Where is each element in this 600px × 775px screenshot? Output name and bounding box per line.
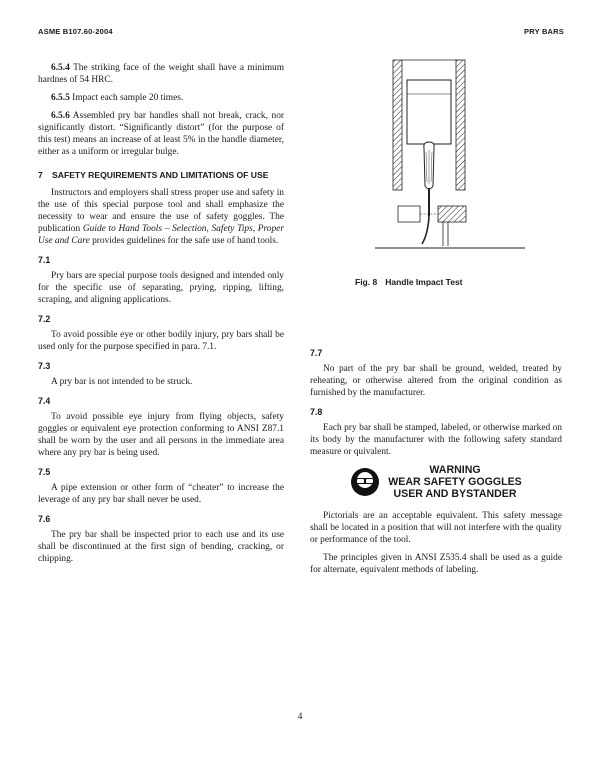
- section-7-8-text: Each pry bar shall be stamped, labeled, or otherwise marked on its body by the manufacturer with the following safety standard measure or quivalent.: [310, 423, 562, 457]
- section-7-4-heading: 7.4: [38, 396, 51, 406]
- para-6-5-4: 6.5.4 The striking face of the weight shall have a minimum hardnes of 54 HRC.: [38, 63, 284, 85]
- drop-weight: [407, 80, 451, 144]
- section-7-3-heading: 7.3: [38, 361, 51, 371]
- section-7-6-heading: 7.6: [38, 514, 51, 524]
- warning-label: [310, 464, 562, 500]
- principles-text: The principles given in ANSI Z535.4 shall be used as a guide for alternate, equivalent methods of labeling.: [310, 553, 562, 575]
- figure-caption: Fig. 8 Handle Impact Test: [355, 277, 463, 287]
- para-6-5-6: 6.5.6 Assembled pry bar handles shall not break, crack, nor significantly distort. “Significantly distort” (for the purpose of this test) means an increase of at least 5% in the handle diameter, either as a uniform or irregular bulge.: [38, 111, 285, 157]
- section-7-8-heading: 7.8: [310, 407, 323, 417]
- running-header-right: PRY BARS: [524, 27, 564, 36]
- para-6-5-5: 6.5.5 Impact each sample 20 times.: [51, 93, 184, 103]
- section-7-2-text: To avoid possible eye or other bodily injury, pry bars shall be used only for the purpose specified in para. 7.1.: [38, 330, 284, 352]
- safety-goggles-icon: [350, 467, 380, 497]
- warning-text: WARNING WEAR SAFETY GOGGLES USER AND BYSTANDER: [388, 464, 522, 500]
- section-7-7-heading: 7.7: [310, 348, 323, 358]
- section-7-1-text: Pry bars are special purpose tools designed and intended only for the specific use of separating, prying, ripping, lifting, scraping, and aligning applications.: [38, 271, 284, 305]
- section-7-heading: 7 SAFETY REQUIREMENTS AND LIMITATIONS OF USE: [38, 170, 269, 180]
- section-7-6-text: The pry bar shall be inspected prior to each use and its use shall be discontinued at the first sign of bending, cracking, or chipping.: [38, 530, 284, 564]
- section-7-1-heading: 7.1: [38, 255, 51, 265]
- section-7-4-text: To avoid possible eye injury from flying objects, safety goggles or equivalent eye protection conforming to ANSI Z87.1 shall be worn by the user and all persons in the immediate area where any pry bar is being used.: [38, 412, 284, 458]
- pictorials-text: Pictorials are an acceptable equivalent. This safety message shall be located in a position that will not interfere with the quality or performance of the tool.: [310, 511, 562, 545]
- pry-bar-handle: [422, 142, 434, 244]
- section-7-intro: Instructors and employers shall stress proper use and safety in the use of this special purpose tool and shall emphasize the necessity to wear and ensure the use of safety goggles. The publication Guide to Hand Tools – Selection, Safety Tips, Proper Use and Care provides guidelines for the safe use of hand tools.: [38, 188, 284, 246]
- section-7-5-heading: 7.5: [38, 467, 51, 477]
- clamp-fixture: [398, 206, 466, 246]
- running-header-left: ASME B107.60-2004: [38, 27, 113, 36]
- right-column: [310, 340, 562, 582]
- section-7-7-text: No part of the pry bar shall be ground, welded, treated by reheating, or otherwise altered from the original condition as furnished by the manufacturer.: [310, 364, 562, 398]
- page-number: 4: [297, 712, 303, 722]
- section-7-3-text: A pry bar is not intended to be struck.: [51, 377, 193, 387]
- left-column: [38, 62, 284, 571]
- section-7-2-heading: 7.2: [38, 314, 51, 324]
- section-7-5-text: A pipe extension or other form of “cheater” to increase the leverage of any pry bar shall never be used.: [38, 483, 284, 505]
- handle-impact-test-figure: [365, 56, 535, 266]
